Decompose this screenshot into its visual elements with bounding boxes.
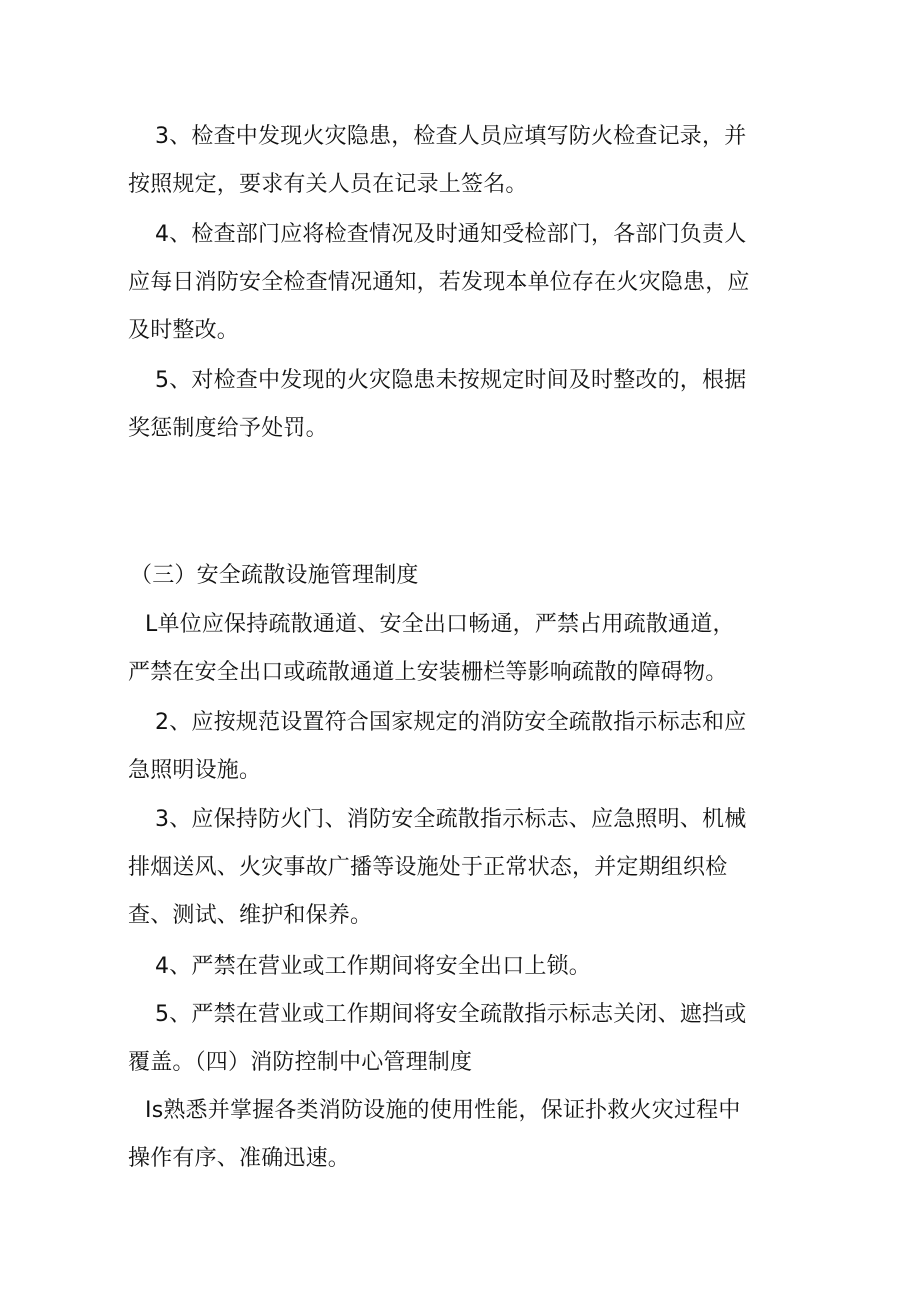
paragraph-4-line-1: 4、检查部门应将检查情况及时通知受检部门，各部门负责人 xyxy=(155,222,747,247)
evac-item-3-line-1: 3、应保持防火门、消防安全疏散指示标志、应急照明、机械 xyxy=(155,807,747,832)
evac-item-2-line-2: 急照明设施。 xyxy=(128,758,262,783)
evac-item-1-line-1: L单位应保持疏散通道、安全出口畅通，严禁占用疏散通道， xyxy=(145,612,735,637)
evac-item-5-line-1: 5、严禁在营业或工作期间将安全疏散指示标志关闭、遮挡或 xyxy=(155,1002,747,1027)
evac-item-5-line-2-with-heading: 覆盖。（四）消防控制中心管理制度 xyxy=(128,1050,473,1075)
paragraph-3-line-2: 按照规定，要求有关人员在记录上签名。 xyxy=(128,172,528,197)
paragraph-5-line-2: 奖惩制度给予处罚。 xyxy=(128,416,328,441)
control-item-1-line-2: 操作有序、准确迅速。 xyxy=(128,1146,351,1171)
paragraph-4-line-3: 及时整改。 xyxy=(128,318,240,343)
paragraph-4-line-2: 应每日消防安全检查情况通知，若发现本单位存在火灾隐患，应 xyxy=(128,270,750,295)
paragraph-5-line-1: 5、对检查中发现的火灾隐患未按规定时间及时整改的，根据 xyxy=(155,368,747,393)
evac-item-3-line-3: 查、测试、维护和保养。 xyxy=(128,903,373,928)
evac-item-4-line-1: 4、严禁在营业或工作期间将安全出口上锁。 xyxy=(155,954,591,979)
evac-item-3-line-2: 排烟送风、火灾事故广播等设施处于正常状态，并定期组织检 xyxy=(128,855,728,880)
evac-item-2-line-1: 2、应按规范设置符合国家规定的消防安全疏散指示标志和应 xyxy=(155,710,747,735)
control-item-1-line-1: Is熟悉并掌握各类消防设施的使用性能，保证扑救火灾过程中 xyxy=(145,1098,741,1123)
evac-item-1-line-2: 严禁在安全出口或疏散通道上安装栅栏等影响疏散的障碍物。 xyxy=(128,660,728,685)
section-heading-evacuation: （三）安全疏散设施管理制度 xyxy=(130,563,419,588)
paragraph-3-line-1: 3、检查中发现火灾隐患，检查人员应填写防火检查记录，并 xyxy=(155,124,747,149)
